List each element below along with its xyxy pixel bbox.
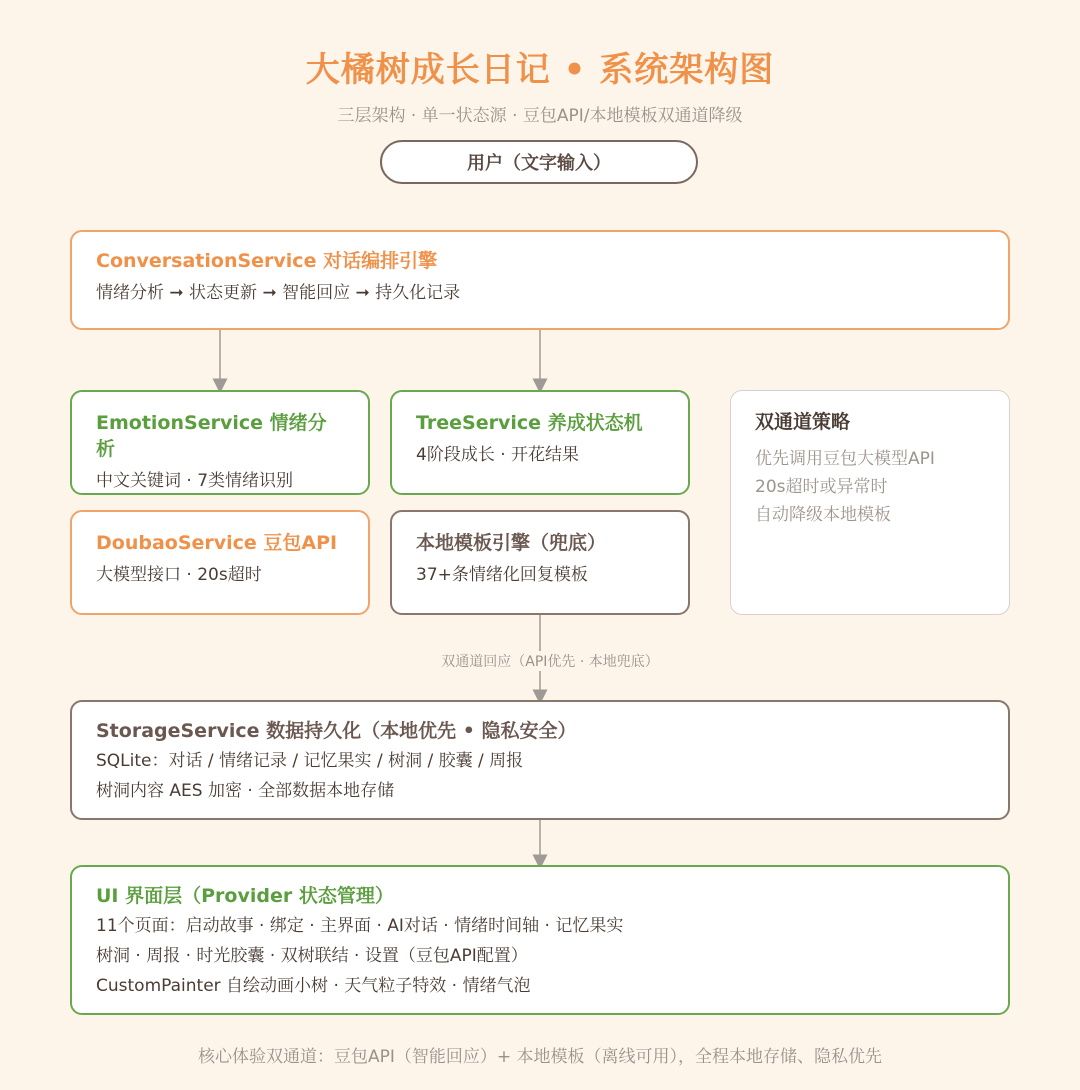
strategy-line: 20s超时或异常时 — [755, 477, 888, 497]
ui-layer-title: UI 界面层（Provider 状态管理） — [96, 885, 394, 907]
storage-line: 树洞内容 AES 加密 · 全部数据本地存储 — [96, 781, 395, 801]
storage-service-box — [70, 700, 1010, 820]
ui-layer-line: 11个页面：启动故事 · 绑定 · 主界面 · AI对话 · 情绪时间轴 · 记忆果实 — [96, 916, 624, 936]
dual-channel-edge-label: 双通道回应（API优先 · 本地兜底） — [420, 651, 680, 671]
local-template-title: 本地模板引擎（兜底） — [416, 532, 607, 554]
page-subtitle: 三层架构 · 单一状态源 · 豆包API/本地模板双通道降级 — [337, 106, 743, 126]
local-template-desc: 37+条情绪化回复模板 — [416, 565, 588, 585]
local-template-box — [390, 510, 690, 615]
user-input-label: 用户（文字输入） — [467, 153, 611, 174]
strategy-title: 双通道策略 — [755, 411, 851, 433]
conversation-service-box — [70, 230, 1010, 330]
user-input-node — [380, 140, 698, 184]
tree-service-desc: 4阶段成长 · 开花结果 — [416, 445, 580, 465]
footer-note: 核心体验双通道：豆包API（智能回应）+ 本地模板（离线可用），全程本地存储、隐私优先 — [197, 1047, 883, 1067]
emotion-service-desc: 中文关键词 · 7类情绪识别 — [96, 471, 294, 491]
storage-service-title: StorageService 数据持久化（本地优先 • 隐私安全） — [96, 720, 577, 742]
strategy-line: 优先调用豆包大模型API — [755, 449, 935, 469]
ui-layer-box — [70, 865, 1010, 1015]
tree-service-title: TreeService 养成状态机 — [416, 412, 643, 434]
doubao-service-box — [70, 510, 370, 615]
dual-channel-strategy-box — [730, 390, 1010, 615]
doubao-service-title: DoubaoService 豆包API — [96, 532, 338, 554]
strategy-line: 自动降级本地模板 — [755, 505, 891, 525]
conversation-service-flow: 情绪分析 ➞ 状态更新 ➞ 智能回应 ➞ 持久化记录 — [96, 283, 461, 303]
ui-layer-line: CustomPainter 自绘动画小树 · 天气粒子特效 · 情绪气泡 — [96, 976, 531, 996]
emotion-service-box — [70, 390, 370, 495]
page-title: 大橘树成长日记 • 系统架构图 — [305, 50, 775, 90]
conversation-service-title: ConversationService 对话编排引擎 — [96, 250, 438, 272]
storage-line: SQLite：对话 / 情绪记录 / 记忆果实 / 树洞 / 胶囊 / 周报 — [96, 751, 524, 771]
emotion-service-title: EmotionService 情绪分析 — [96, 412, 327, 460]
tree-service-box — [390, 390, 690, 495]
ui-layer-line: 树洞 · 周报 · 时光胶囊 · 双树联结 · 设置（豆包API配置） — [96, 946, 528, 966]
doubao-service-desc: 大模型接口 · 20s超时 — [96, 565, 262, 585]
